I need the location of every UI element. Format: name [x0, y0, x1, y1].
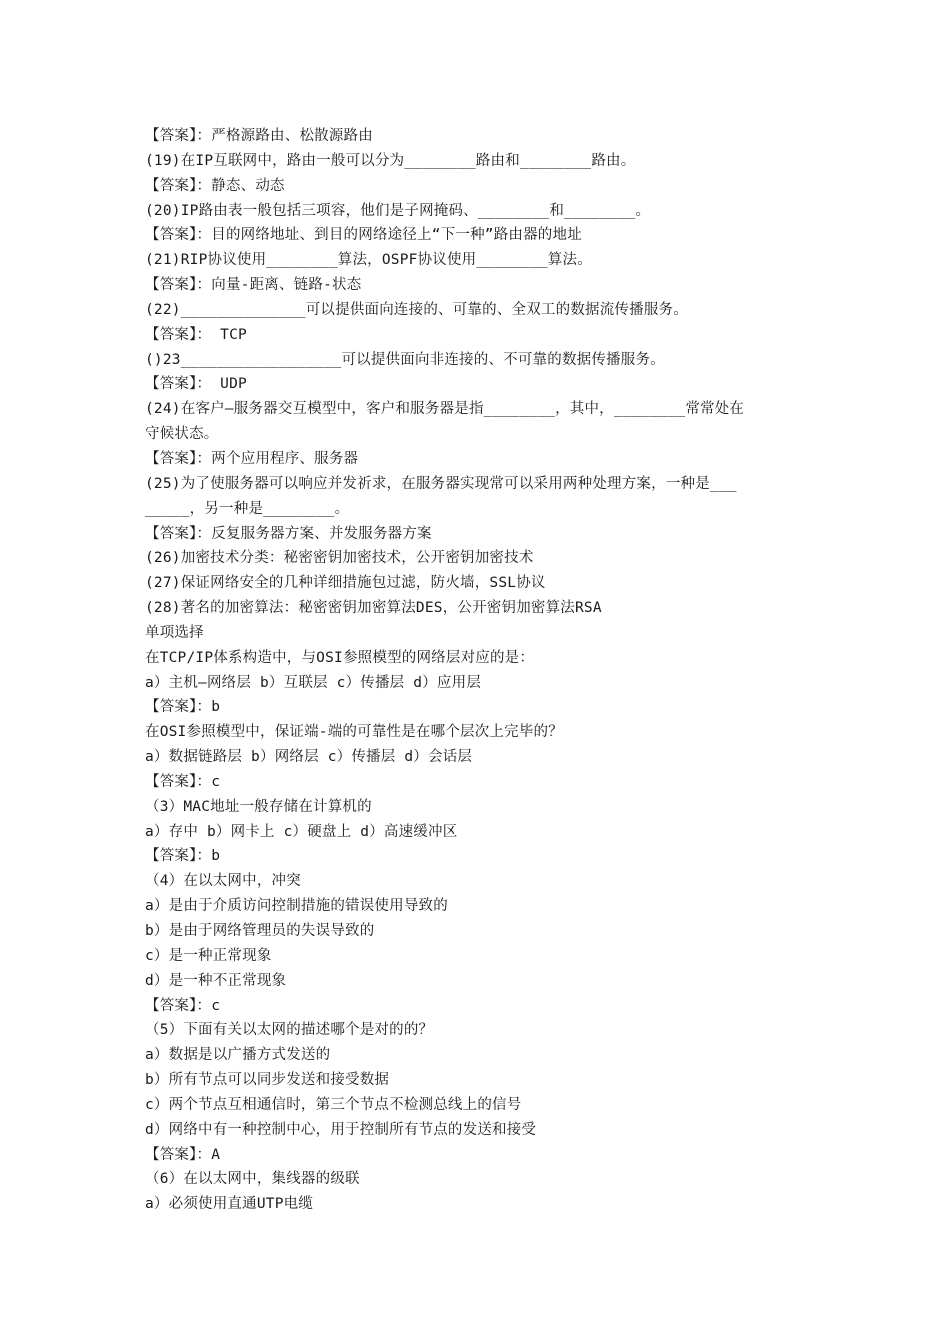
option-line: a）必须使用直通UTP电缆	[145, 1196, 314, 1213]
question-line: （3）MAC地址一般存储在计算机的	[145, 798, 372, 815]
note-line: (28)著名的加密算法：秘密密钥加密算法DES，公开密钥加密算法RSA	[145, 600, 602, 617]
question-line: _____，另一种是________。	[145, 500, 350, 517]
question-line: (21)RIP协议使用________算法，OSPF协议使用________算法。	[145, 252, 592, 269]
question-line: (22)______________可以提供面向连接的、可靠的、全双工的数据流传播服务。	[145, 301, 688, 318]
question-line: （5）下面有关以太网的描述哪个是对的的？	[145, 1022, 434, 1039]
question-line: ()23__________________可以提供面向非连接的、不可靠的数据传播服务。	[145, 351, 665, 368]
answer-line: 【答案】：严格源路由、松散源路由	[145, 128, 373, 144]
option-line: a）数据是以广播方式发送的	[145, 1047, 331, 1064]
option-line: d）是一种不正常现象	[145, 972, 287, 989]
option-line: c）两个节点互相通信时，第三个节点不检测总线上的信号	[145, 1096, 522, 1113]
options-line: a）主机—网络层 b）互联层 c）传播层 d）应用层	[145, 674, 482, 691]
answer-line: 【答案】：A	[145, 1146, 221, 1163]
note-line: (27)保证网络安全的几种详细措施包过滤，防火墙，SSL协议	[145, 575, 546, 592]
answer-line: 【答案】：b	[145, 699, 221, 716]
answer-line: 【答案】：c	[145, 773, 221, 790]
section-heading: 单项选择	[145, 624, 204, 641]
answer-line: 【答案】：目的网络地址、到目的网络途径上“下一种”路由器的地址	[145, 227, 582, 244]
option-line: b）所有节点可以同步发送和接受数据	[145, 1072, 390, 1089]
question-line: （6）在以太网中，集线器的级联	[145, 1171, 360, 1188]
question-line: (25)为了使服务器可以响应并发祈求，在服务器实现常可以采用两种处理方案，一种是___	[145, 475, 737, 492]
answer-line: 【答案】：静态、动态	[145, 177, 285, 194]
options-line: a）存中 b）网卡上 c）硬盘上 d）高速缓冲区	[145, 823, 458, 840]
answer-line: 【答案】：c	[145, 997, 221, 1014]
answer-line: 【答案】：两个应用程序、服务器	[145, 450, 359, 467]
question-line: 在OSI参照模型中，保证端-端的可靠性是在哪个层次上完毕的？	[145, 724, 563, 741]
answer-line: 【答案】： TCP	[145, 326, 247, 343]
question-line: 守候状态。	[145, 426, 219, 443]
question-line: (20)IP路由表一般包括三项容，他们是子网掩码、________和________。	[145, 202, 651, 219]
answer-line: 【答案】：反复服务器方案、并发服务器方案	[145, 525, 432, 542]
document-body	[145, 124, 815, 1217]
note-line: (26)加密技术分类：秘密密钥加密技术，公开密钥加密技术	[145, 550, 534, 567]
question-line: （4）在以太网中，冲突	[145, 873, 301, 890]
option-line: d）网络中有一种控制中心，用于控制所有节点的发送和接受	[145, 1121, 537, 1138]
options-line: a）数据链路层 b）网络层 c）传播层 d）会话层	[145, 749, 473, 766]
answer-line: 【答案】：b	[145, 848, 221, 865]
answer-line: 【答案】：向量-距离、链路-状态	[145, 277, 362, 294]
answer-line: 【答案】： UDP	[145, 376, 247, 393]
option-line: a）是由于介质访问控制措施的错误使用导致的	[145, 898, 448, 915]
question-line: 在TCP/IP体系构造中，与OSI参照模型的网络层对应的是：	[145, 649, 535, 666]
question-line: (24)在客户—服务器交互模型中，客户和服务器是指________，其中，________常常处在	[145, 401, 745, 418]
question-line: (19)在IP互联网中，路由一般可以分为________路由和________路由。	[145, 152, 636, 169]
option-line: c）是一种正常现象	[145, 947, 272, 964]
option-line: b）是由于网络管理员的失误导致的	[145, 923, 375, 939]
